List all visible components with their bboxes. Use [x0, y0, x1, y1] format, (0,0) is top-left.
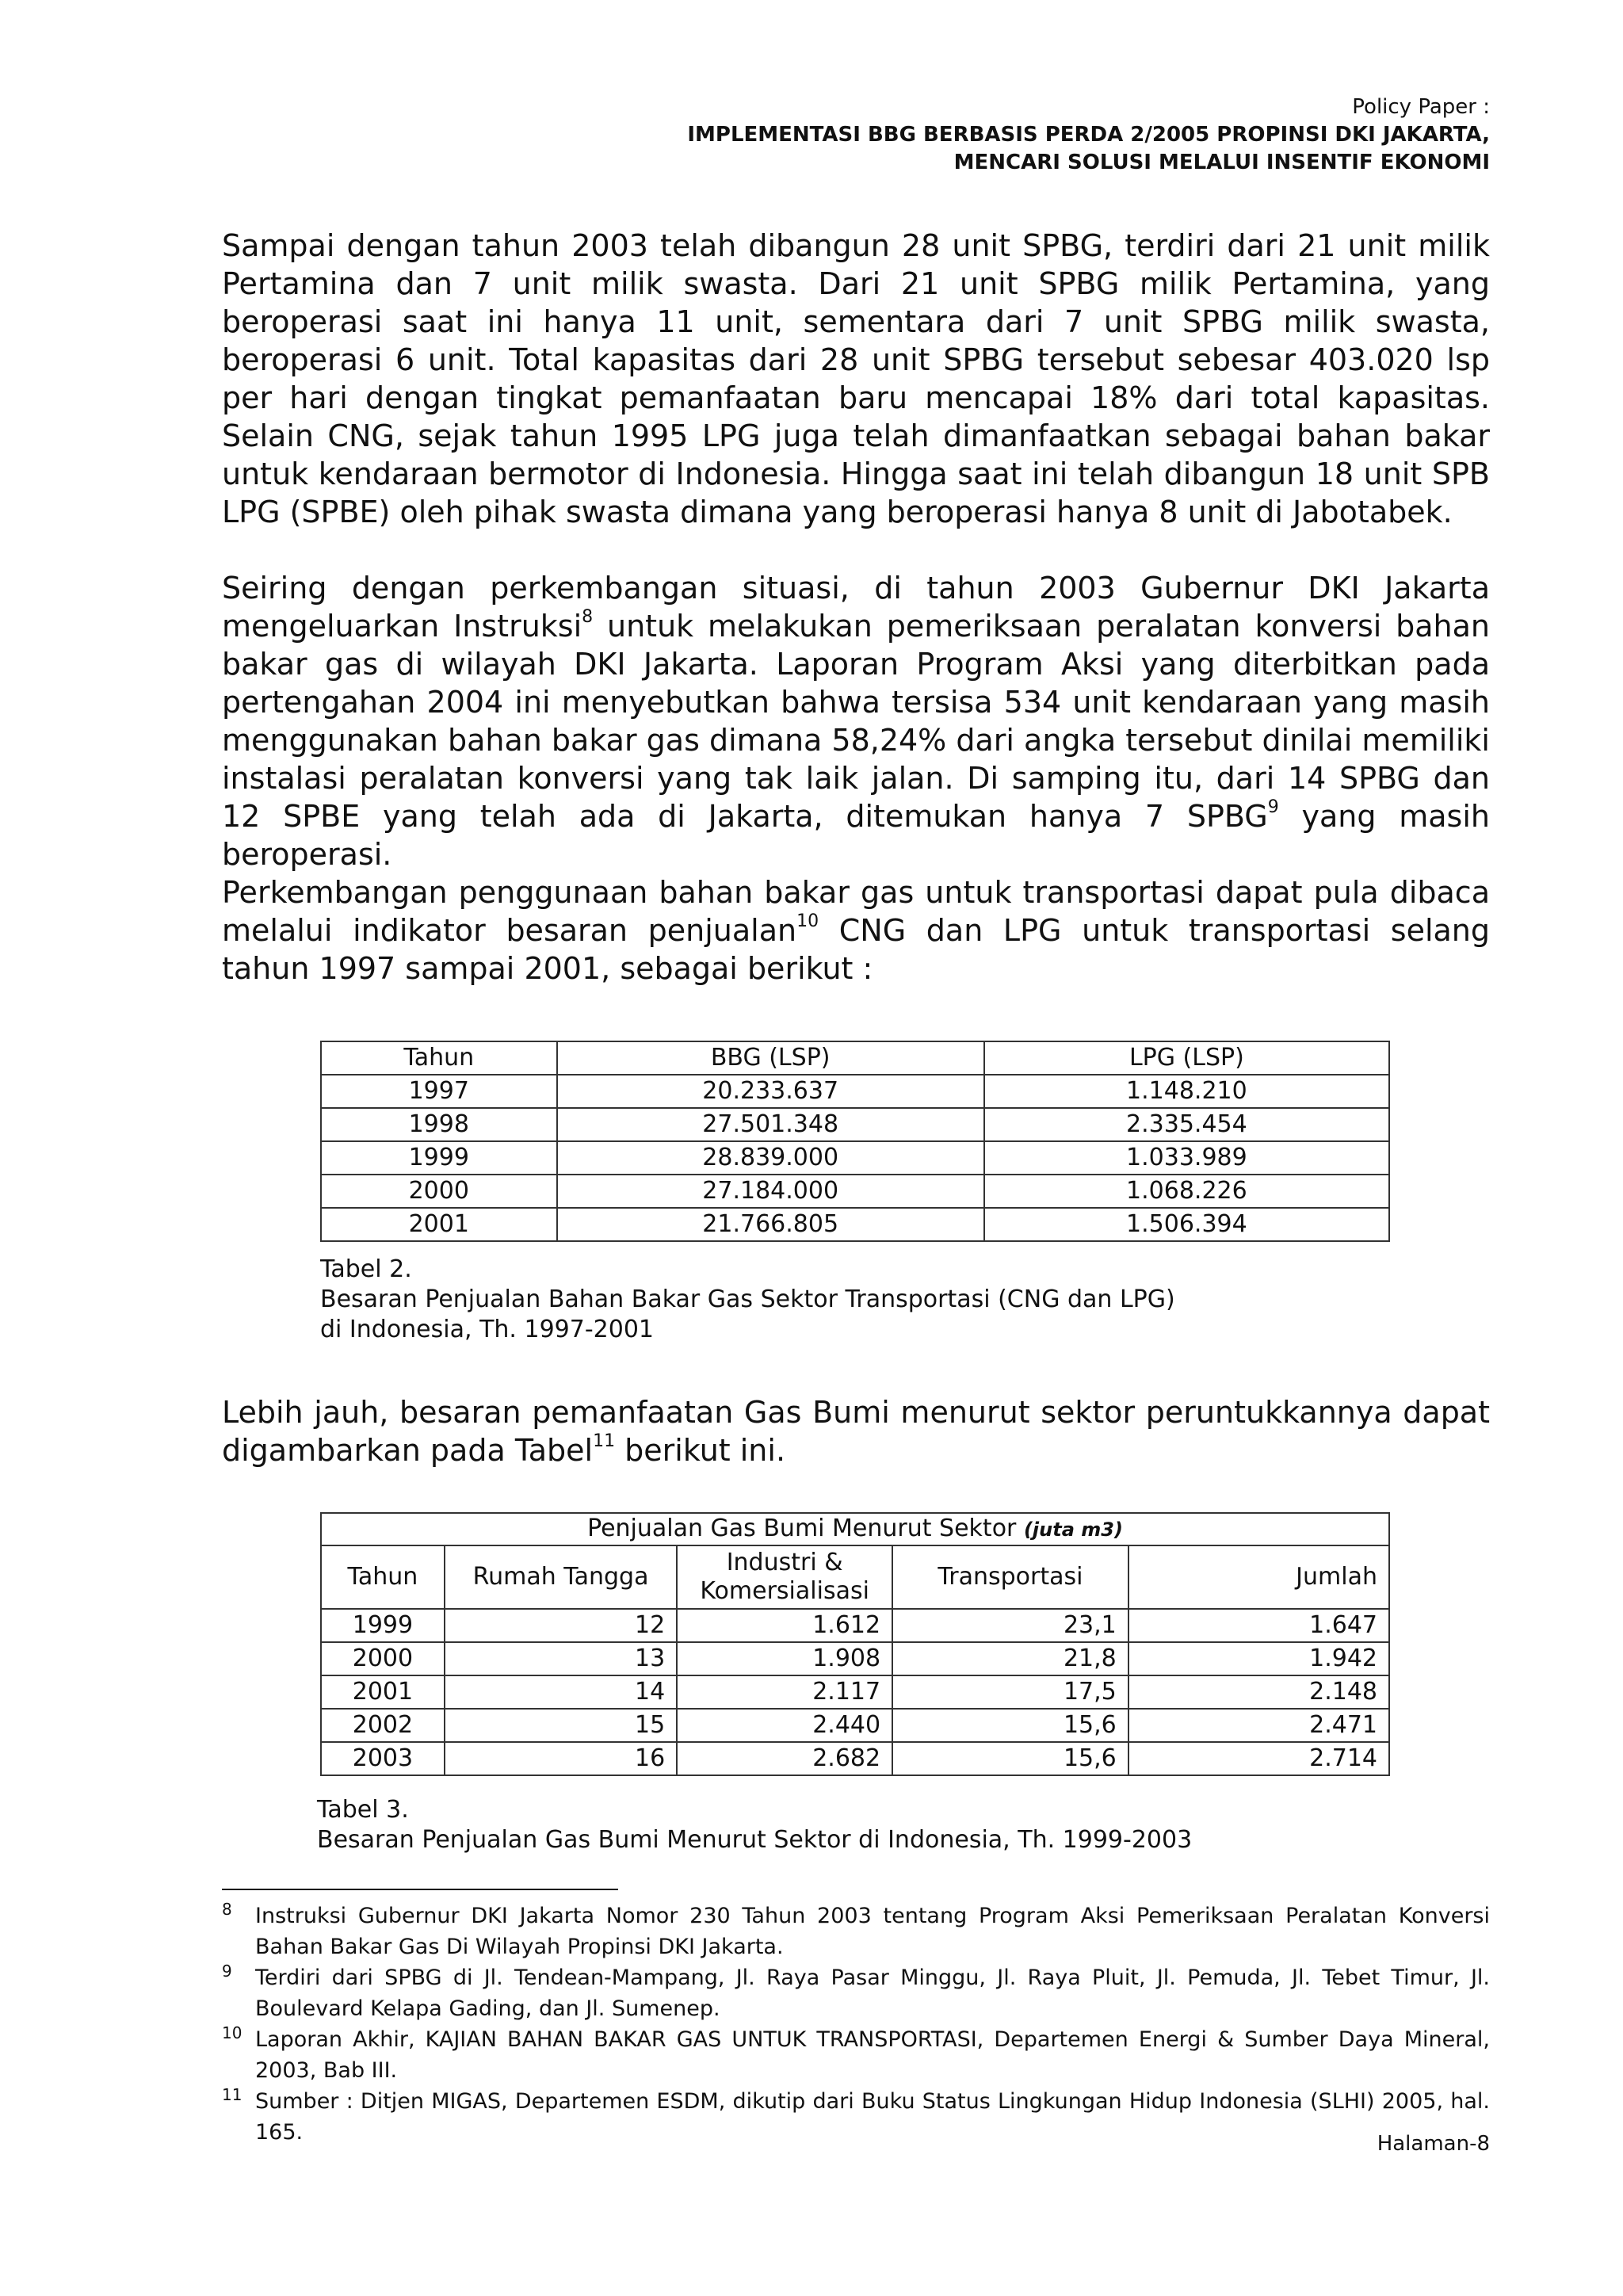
- paragraph-4-part-a: Lebih jauh, besaran pemanfaatan Gas Bumi menurut sektor peruntukkannya dapat digambarkan pada Tabel: [222, 1395, 1490, 1468]
- table-cell: 12: [445, 1609, 677, 1642]
- paragraph-2-part-c: yang masih beroperasi.: [222, 799, 1490, 872]
- footnote-ref-8[interactable]: 8: [582, 607, 594, 627]
- table-cell: 15,6: [892, 1742, 1128, 1775]
- table-3-header-cell: Jumlah: [1128, 1545, 1389, 1609]
- table-3-header-row: [321, 1545, 1389, 1609]
- header-doc-type: Policy Paper :: [1352, 95, 1490, 119]
- page-header: [687, 94, 1490, 177]
- table-3-header-cell: Transportasi: [892, 1545, 1128, 1609]
- table-2-header-cell: LPG (LSP): [984, 1041, 1389, 1075]
- table-row: [321, 1742, 1389, 1775]
- table-cell: 27.501.348: [557, 1108, 984, 1141]
- paragraph-3-part-a: Perkembangan penggunaan bahan bakar gas untuk transportasi dapat pula dibaca melalui indikator besaran penjualan: [222, 875, 1490, 948]
- paragraph-4-part-b: berikut ini.: [615, 1433, 786, 1468]
- header-title-line2: MENCARI SOLUSI MELALUI INSENTIF EKONOMI: [953, 151, 1490, 174]
- footnote-ref-9[interactable]: 9: [1267, 797, 1279, 817]
- table-cell: 16: [445, 1742, 677, 1775]
- table-cell: 15,6: [892, 1709, 1128, 1742]
- table-row: [321, 1108, 1389, 1141]
- table-3-caption-title: Besaran Penjualan Gas Bumi Menurut Sektor di Indonesia, Th. 1999-2003: [317, 1826, 1193, 1854]
- table-3-title-row: [321, 1513, 1389, 1545]
- footnote-mark: 10: [222, 2023, 242, 2042]
- table-cell: 27.184.000: [557, 1175, 984, 1208]
- table-3-title-text: Penjualan Gas Bumi Menurut Sektor: [587, 1515, 1017, 1542]
- table-row: [321, 1208, 1389, 1241]
- table-cell: 2.682: [677, 1742, 892, 1775]
- footnote-mark: 9: [222, 1962, 232, 1981]
- footnote-divider: [222, 1889, 618, 1890]
- table-3-caption: [317, 1795, 1192, 1855]
- table-3: [320, 1512, 1390, 1776]
- paragraph-2-part-b: untuk melakukan pemeriksaan peralatan konversi bahan bakar gas di wilayah DKI Jakarta. Laporan Program Aksi yang diterbitkan pada pertengahan 2004 ini menyebutkan bahwa tersisa 534 unit kendaraan yang masih menggunakan bahan bakar gas dimana 58,24% dari angka tersebut dinilai memiliki instalasi peralatan konversi yang tak laik jalan. Di samping itu, dari 14 SPBG dan 12 SPBE yang telah ada di Jakarta, ditemukan hanya 7 SPBG: [222, 609, 1491, 834]
- footnote-mark: 8: [222, 1900, 232, 1919]
- paragraph-3: [222, 873, 1490, 988]
- table-3-title: [321, 1513, 1389, 1545]
- footnote-ref-11[interactable]: 11: [593, 1431, 616, 1451]
- table-3-header-cell: Tahun: [321, 1545, 445, 1609]
- footnote-text: Laporan Akhir, KAJIAN BAHAN BAKAR GAS UNTUK TRANSPORTASI, Departemen Energi & Sumber Daya Mineral, 2003, Bab III.: [255, 2027, 1490, 2083]
- table-cell: 1.647: [1128, 1609, 1389, 1642]
- paragraph-4: [222, 1393, 1490, 1469]
- table-cell: 2.148: [1128, 1675, 1389, 1709]
- footnote-text: Instruksi Gubernur DKI Jakarta Nomor 230 Tahun 2003 tentang Program Aksi Pemeriksaan Peralatan Konversi Bahan Bakar Gas Di Wilayah Propinsi DKI Jakarta.: [255, 1904, 1490, 1959]
- table-row: [321, 1609, 1389, 1642]
- table-cell: 2002: [321, 1709, 445, 1742]
- table-2-header-cell: Tahun: [321, 1041, 557, 1075]
- footnote-10: [222, 2024, 1490, 2086]
- footnote-ref-10[interactable]: 10: [796, 911, 819, 931]
- table-cell: 2003: [321, 1742, 445, 1775]
- table-row: [321, 1709, 1389, 1742]
- footnote-text: Terdiri dari SPBG di Jl. Tendean-Mampang, Jl. Raya Pasar Minggu, Jl. Raya Pluit, Jl. Pemuda, Jl. Tebet Timur, Jl. Boulevard Kelapa Gading, dan Jl. Sumenep.: [255, 1966, 1490, 2021]
- table-cell: 2001: [321, 1675, 445, 1709]
- table-2-caption: [320, 1255, 1175, 1345]
- table-row: [321, 1075, 1389, 1108]
- paragraph-2-part-a: Seiring dengan perkembangan situasi, di tahun 2003 Gubernur DKI Jakarta mengeluarkan Instruksi: [222, 571, 1490, 644]
- table-row: [321, 1141, 1389, 1175]
- table-cell: 1997: [321, 1075, 557, 1108]
- table-cell: 1.068.226: [984, 1175, 1389, 1208]
- paragraph-1: Sampai dengan tahun 2003 telah dibangun 28 unit SPBG, terdiri dari 21 unit milik Pertamina dan 7 unit milik swasta. Dari 21 unit SPBG milik Pertamina, yang beroperasi saat ini hanya 11 unit, sementara dari 7 unit SPBG milik swasta, beroperasi 6 unit. Total kapasitas dari 28 unit SPBG tersebut sebesar 403.020 lsp per hari dengan tingkat pemanfaatan baru mencapai 18% dari total kapasitas. Selain CNG, sejak tahun 1995 LPG juga telah dimanfaatkan sebagai bahan bakar untuk kendaraan bermotor di Indonesia. Hingga saat ini telah dibangun 18 unit SPB LPG (SPBE) oleh pihak swasta dimana yang beroperasi hanya 8 unit di Jabotabek.: [222, 228, 1490, 529]
- table-2-caption-title: Besaran Penjualan Bahan Bakar Gas Sektor Transportasi (CNG dan LPG): [320, 1286, 1175, 1313]
- table-cell: 1.908: [677, 1642, 892, 1675]
- paragraph-3-part-b: CNG dan LPG untuk transportasi selang tahun 1997 sampai 2001, sebagai berikut :: [222, 913, 1490, 986]
- table-3-header-cell: Industri & Komersialisasi: [677, 1545, 892, 1609]
- table-2-caption-subtitle: di Indonesia, Th. 1997-2001: [320, 1316, 654, 1343]
- table-2-header-cell: BBG (LSP): [557, 1041, 984, 1075]
- table-cell: 2000: [321, 1642, 445, 1675]
- footnote-mark: 11: [222, 2085, 242, 2104]
- paragraph-2: [222, 569, 1490, 873]
- table-cell: 15: [445, 1709, 677, 1742]
- page-number: Halaman-8: [1377, 2132, 1490, 2156]
- table-2-header-row: [321, 1041, 1389, 1075]
- table-row: [321, 1642, 1389, 1675]
- table-cell: 2.335.454: [984, 1108, 1389, 1141]
- table-cell: 21,8: [892, 1642, 1128, 1675]
- footnote-11: [222, 2086, 1490, 2148]
- footnote-8: [222, 1901, 1490, 1962]
- table-cell: 1999: [321, 1141, 557, 1175]
- table-cell: 1999: [321, 1609, 445, 1642]
- table-cell: 1.942: [1128, 1642, 1389, 1675]
- table-cell: 21.766.805: [557, 1208, 984, 1241]
- table-cell: 20.233.637: [557, 1075, 984, 1108]
- table-cell: 2.714: [1128, 1742, 1389, 1775]
- header-title-line1: IMPLEMENTASI BBG BERBASIS PERDA 2/2005 PROPINSI DKI JAKARTA,: [687, 123, 1490, 147]
- table-cell: 1.612: [677, 1609, 892, 1642]
- footnote-9: [222, 1962, 1490, 2024]
- footnote-text: Sumber : Ditjen MIGAS, Departemen ESDM, dikutip dari Buku Status Lingkungan Hidup Indonesia (SLHI) 2005, hal. 165.: [255, 2089, 1490, 2145]
- table-cell: 2001: [321, 1208, 557, 1241]
- table-cell: 1998: [321, 1108, 557, 1141]
- table-row: [321, 1675, 1389, 1709]
- table-3-unit: (juta m3): [1023, 1519, 1123, 1541]
- table-cell: 1.033.989: [984, 1141, 1389, 1175]
- table-cell: 17,5: [892, 1675, 1128, 1709]
- table-cell: 23,1: [892, 1609, 1128, 1642]
- table-3-header-cell: Rumah Tangga: [445, 1545, 677, 1609]
- table-cell: 28.839.000: [557, 1141, 984, 1175]
- table-3-caption-label: Tabel 3.: [317, 1796, 409, 1824]
- table-cell: 1.148.210: [984, 1075, 1389, 1108]
- table-cell: 1.506.394: [984, 1208, 1389, 1241]
- table-cell: 14: [445, 1675, 677, 1709]
- table-cell: 2.117: [677, 1675, 892, 1709]
- table-cell: 2.440: [677, 1709, 892, 1742]
- table-row: [321, 1175, 1389, 1208]
- footnotes: [222, 1901, 1490, 2148]
- table-2: [320, 1041, 1390, 1242]
- table-cell: 13: [445, 1642, 677, 1675]
- table-cell: 2000: [321, 1175, 557, 1208]
- table-cell: 2.471: [1128, 1709, 1389, 1742]
- table-2-caption-label: Tabel 2.: [320, 1255, 412, 1283]
